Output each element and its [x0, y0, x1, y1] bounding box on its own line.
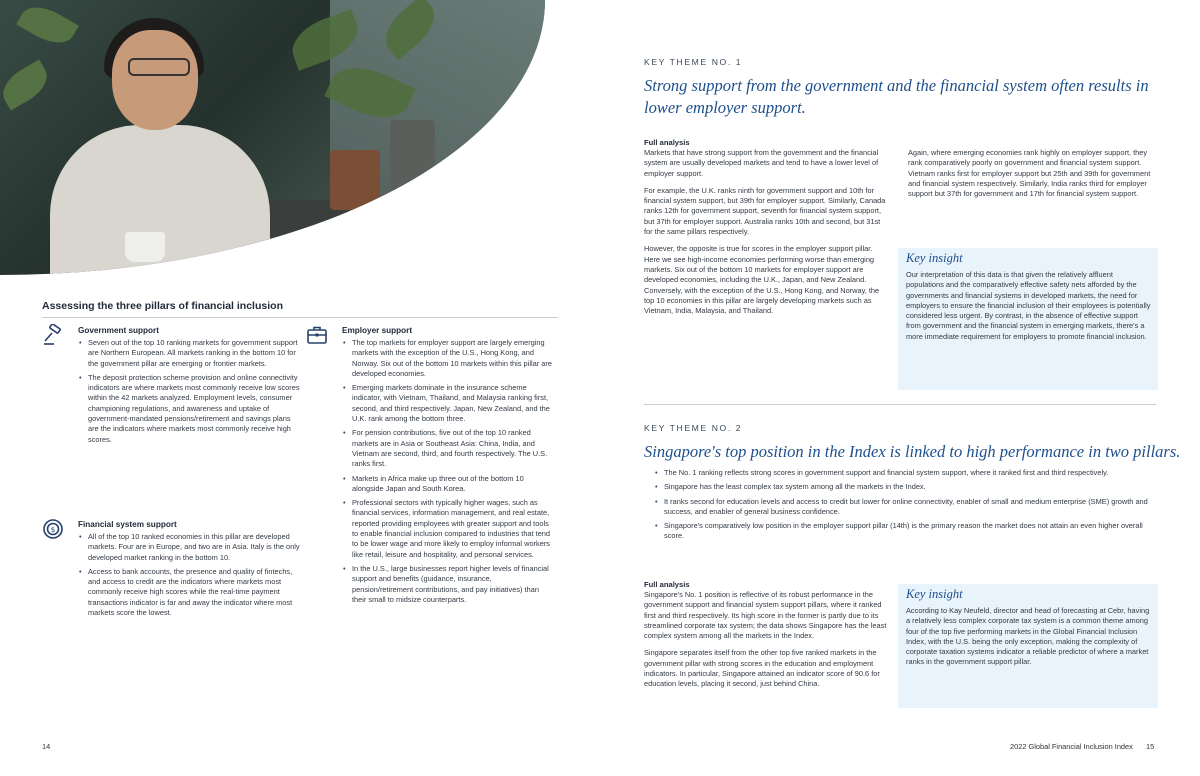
list-item: • Seven out of the top 10 ranking markets for government support are Northern European. All markets ranking in the bottom 10 for the government pillar are emerging or frontier markets. [88, 338, 302, 369]
list-item: • For pension contributions, five out of the top 10 ranked markets are in Asia or Southeast Asia: China, India, and Vietnam are second, third, and fourth respectively. The U.S. ranks first. [352, 428, 552, 469]
paragraph: However, the opposite is true for scores in the employer support pillar. Here we see high-income economies performing worse than emerging markets. Six out of the bottom 10 markets for employer support are developed economies, including the U.K., Japan, and New Zealand. Conversely, with the exception of the U.S., Hong Kong, and Norway, the top 10 economies in this pillar are largely developing markets such as Vietnam, India, Malaysia, and Thailand. [644, 244, 880, 316]
pillar-title: Government support [78, 326, 159, 335]
key-insight-label: Key insight [906, 251, 963, 265]
list-item: • The deposit protection scheme provision and online connectivity indicators are where markets most commonly receive low scores within the 42 markets analyzed. Employment levels, consumer championing regulations, and awareness and uptake of government-mandated pensions/retirement and savings plans are the indicators where markets most commonly receive high scores. [88, 373, 302, 445]
full-analysis-label: Full analysis [644, 138, 690, 147]
analysis-column [908, 148, 1156, 206]
section-title: Assessing the three pillars of financial inclusion [42, 300, 283, 312]
paragraph: Markets that have strong support from the government and the financial system are usually developed markets and tend to have a lower level of employer support. [644, 148, 879, 178]
divider [42, 317, 558, 318]
key-theme-heading: Strong support from the government and the financial system often results in lower employer support. [644, 76, 1149, 117]
briefcase-icon [306, 324, 328, 346]
right-page [600, 0, 1200, 776]
financial-bullets [78, 532, 302, 622]
svg-text:$: $ [50, 526, 56, 534]
list-item: • Emerging markets dominate in the insurance scheme indicator, with Vietnam, Thailand, and Malaysia ranking first, second, and third respectively. Japan, New Zealand, and the U.K. rank among the bottom three. [352, 383, 552, 424]
pillar-title: Employer support [342, 326, 413, 335]
paragraph: Singapore's No. 1 position is reflective of its robust performance in the government support and financial system support pillars, where it ranked first and third respectively. Its high score in the former is partly due to its streamlined corporate tax system; the data shows Singapore has the least complex system among all the markets in the Index. [644, 590, 887, 641]
list-item: • It ranks second for education levels and access to credit but lower for online connectivity, enabler of small and medium enterprise (SME) growth and success, and enabler of general business confidence. [664, 497, 1164, 518]
list-item: • All of the top 10 ranked economies in this pillar are developed markets. Four are in Europe, and two are in Asia. Italy is the only developed market ranking in the bottom 10. [88, 532, 302, 563]
gavel-icon [42, 324, 64, 346]
government-bullets [78, 338, 302, 449]
key-insight-box [898, 584, 1158, 708]
key-theme-heading: Singapore's top position in the Index is linked to high performance in two pillars. [644, 442, 1181, 461]
analysis-column [644, 590, 890, 697]
list-item: • Professional sectors with typically higher wages, such as financial services, information management, and real estate, reported providing employees with greater support and tools to enable financial inclusion compared to industries that tend to be lower wage and more likely to employ informal workers like retail, leisure and hospitality, and personal services. [352, 498, 552, 560]
theme2-bullets [654, 468, 1164, 546]
paragraph: Again, where emerging economies rank highly on employer support, they rank comparatively poorly on government and financial system support. Vietnam ranks first for employer support but 25th and 39th for government and financial system respectively. Similarly, India ranks third for employer support but 37th for government and 17th for financial system support. [908, 148, 1151, 199]
footer-title: 2022 Global Financial Inclusion Index [1010, 742, 1133, 751]
list-item: • Singapore's comparatively low position in the employer support pillar (14th) is the primary reason the market does not attain an even higher overall score. [664, 521, 1164, 542]
list-item: • Singapore has the least complex tax system among all the markets in the Index. [664, 482, 1164, 492]
key-insight-text: Our interpretation of this data is that given the relatively affluent populations and the comparatively effective safety nets afforded by the governments and financial systems in developed markets, the need for employers to ensure the financial inclusion of their employees is potentially considered less urgent. By contrast, in the absence of effective support from government and the financial system in emerging markets, there's a more immediate requirement for employers to promote financial inclusion. [906, 270, 1151, 341]
employer-bullets [342, 338, 552, 609]
list-item: • Access to bank accounts, the presence and quality of fintechs, and access to credit are the indicators where markets most commonly receive high scores while the real-time payment transactions indicator is far and away the indicator where most markets score the lowest. [88, 567, 302, 618]
divider [644, 404, 1156, 405]
woman-with-cup-photo [0, 0, 545, 275]
key-theme-label: KEY THEME NO. 1 [644, 57, 743, 67]
paragraph: Singapore separates itself from the other top five ranked markets in the government pillar with strong scores in the education and employment indicators. In particular, Singapore attained an indicator score of 90.6 for education levels, placing it second, just behind China. [644, 648, 880, 689]
list-item: • In the U.S., large businesses report higher levels of financial support and benefits (guidance, insurance, pension/retirement contributions, and pay initiatives) than their small to midsize counterparts. [352, 564, 552, 605]
full-analysis-label: Full analysis [644, 580, 690, 589]
key-insight-box [898, 248, 1158, 390]
key-insight-text: According to Kay Neufeld, director and head of forecasting at Cebr, having a relatively less complex corporate tax system is a common theme among four of the top five performing markets in the Global Financial Inclusion Index, with the U.S. being the only exception, making the complexity of corporate taxation systems indicator a reliable predictor of where a market ranks in the government support pillar. [906, 606, 1150, 667]
analysis-column [644, 148, 890, 323]
list-item: • The top markets for employer support are largely emerging markets with the exception of the U.S., Hong Kong, and Norway. Six out of the bottom 10 markets within this pillar are developed economies. [352, 338, 552, 379]
pillar-title: Financial system support [78, 520, 177, 529]
key-insight-label: Key insight [906, 587, 963, 601]
coin-icon [42, 518, 64, 540]
page-number: 14 [42, 742, 51, 751]
paragraph: For example, the U.K. ranks ninth for government support and 10th for financial system support, but 39th for employer support. Similarly, Canada ranks 12th for government support, seventh for financial system support, but 37th for employer support. Australia ranks 10th and second, but 31st for the same pillars respectively. [644, 185, 886, 237]
page-number: 15 [1146, 742, 1155, 751]
key-theme-label: KEY THEME NO. 2 [644, 423, 743, 433]
list-item: • The No. 1 ranking reflects strong scores in government support and financial system support, where it ranked first and third respectively. [664, 468, 1164, 478]
list-item: • Markets in Africa make up three out of the bottom 10 alongside Japan and South Korea. [352, 474, 552, 495]
